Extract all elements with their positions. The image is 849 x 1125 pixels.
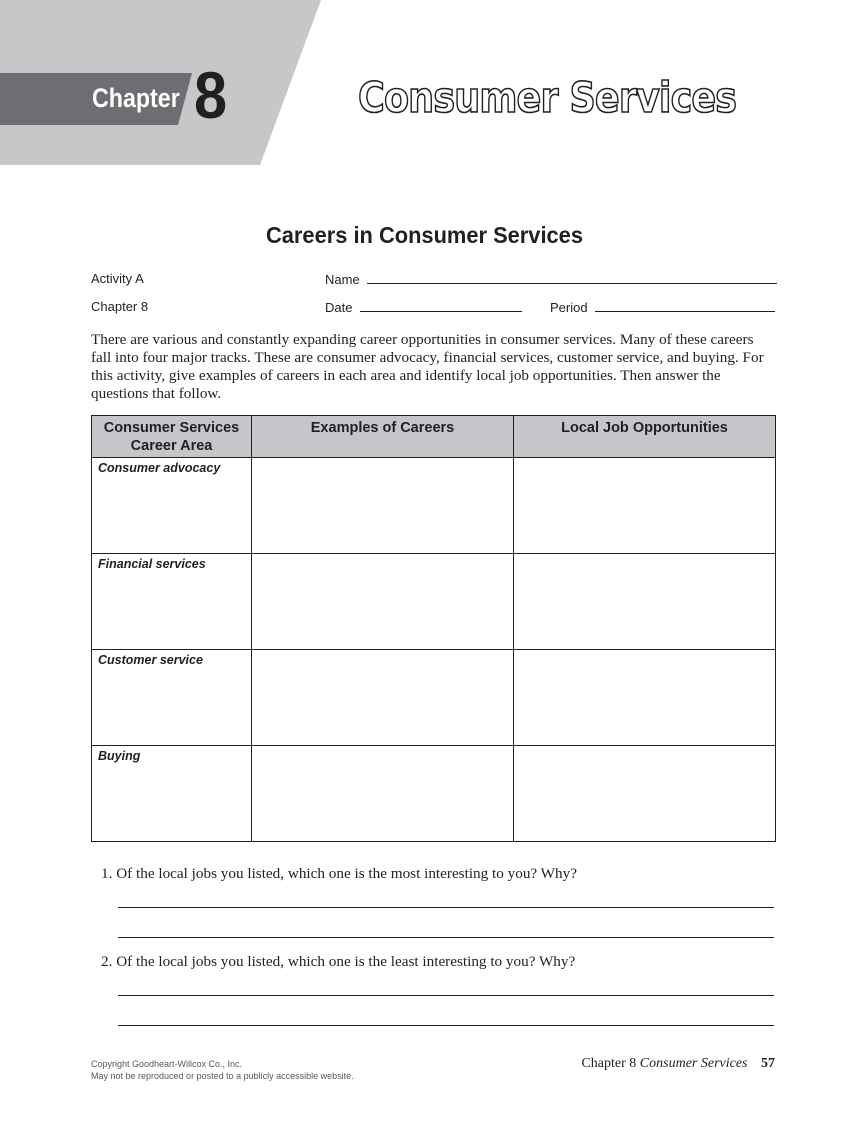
table-row [92, 650, 776, 746]
local-jobs-cell[interactable] [514, 458, 776, 554]
chapter-title: Consumer Services [358, 73, 737, 122]
period-field[interactable] [595, 299, 775, 312]
page-footer [581, 1056, 775, 1072]
local-jobs-cell[interactable] [514, 650, 776, 746]
instructions-paragraph: There are various and constantly expanding career opportunities in consumer services. Many of these careers fall into four major tracks. These are consumer advocacy, financial services, customer service, and buying. For this activity, give examples of careers in each area and identify local job opportunities. Then answer the questions that follow. [91, 331, 764, 402]
answer-line-q2-a[interactable] [118, 995, 774, 996]
answer-line-q1-a[interactable] [118, 907, 774, 908]
local-jobs-cell[interactable] [514, 746, 776, 842]
header-examples-of-careers: Examples of Careers [252, 416, 514, 458]
local-jobs-cell[interactable] [514, 554, 776, 650]
row-label-cell [92, 554, 252, 650]
row-label-cell [92, 650, 252, 746]
answer-line-q1-b[interactable] [118, 937, 774, 938]
copyright-line: May not be reproduced or posted to a publicly accessible website. [91, 1071, 354, 1081]
date-label: Date [325, 300, 353, 315]
area-label: Consumer advocacy [98, 461, 221, 475]
header-local-job-opportunities: Local Job Opportunities [514, 416, 776, 458]
footer-chapter: Chapter 8 [581, 1056, 637, 1071]
page-number: 57 [761, 1056, 775, 1071]
examples-cell[interactable] [252, 650, 514, 746]
row-label-cell [92, 458, 252, 554]
area-label: Buying [98, 749, 141, 763]
chapter-label: Chapter [92, 83, 180, 113]
area-label: Customer service [98, 653, 203, 667]
row-label-cell [92, 746, 252, 842]
question-1: 1. Of the local jobs you listed, which one is the most interesting to you? Why? [101, 865, 577, 882]
date-row [325, 299, 522, 316]
footer-chapter-title: Consumer Services [639, 1056, 748, 1071]
activity-title: Careers in Consumer Services [265, 222, 583, 248]
examples-cell[interactable] [252, 746, 514, 842]
chapter-ref-label: Chapter 8 [91, 299, 149, 314]
period-label: Period [550, 300, 588, 315]
activity-label: Activity A [91, 271, 144, 286]
table-row [92, 746, 776, 842]
table-row [92, 458, 776, 554]
area-label: Financial services [98, 557, 206, 571]
copyright-notice [91, 1058, 354, 1082]
careers-table [91, 415, 776, 842]
question-2: 2. Of the local jobs you listed, which one is the least interesting to you? Why? [101, 953, 576, 970]
name-row [325, 271, 777, 288]
name-field[interactable] [367, 271, 777, 284]
examples-cell[interactable] [252, 554, 514, 650]
table-header-row [92, 416, 776, 458]
name-label: Name [325, 272, 360, 287]
period-row [550, 299, 775, 316]
date-field[interactable] [360, 299, 522, 312]
header-career-area: Consumer Services Career Area [92, 416, 252, 458]
table-row [92, 554, 776, 650]
answer-line-q2-b[interactable] [118, 1025, 774, 1026]
chapter-number: 8 [194, 58, 228, 132]
examples-cell[interactable] [252, 458, 514, 554]
copyright-line: Copyright Goodheart-Willcox Co., Inc. [91, 1059, 243, 1069]
